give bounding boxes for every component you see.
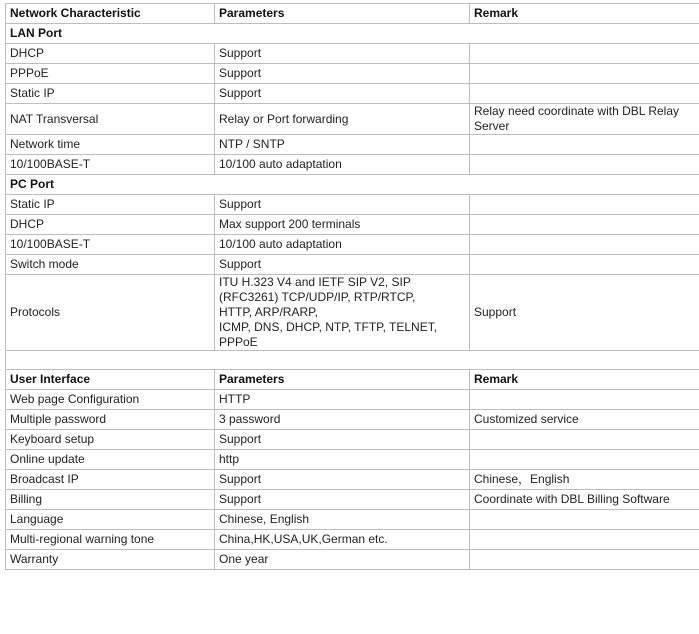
cell-remark <box>470 215 699 235</box>
section-title: PC Port <box>6 175 699 195</box>
table-row <box>6 490 699 510</box>
network-header-row <box>6 4 699 24</box>
header-cell: Remark <box>470 4 699 24</box>
table-row <box>6 430 699 450</box>
cell-param: Support <box>215 490 470 510</box>
cell-param: Support <box>215 44 470 64</box>
cell-remark <box>470 430 699 450</box>
table-row <box>6 450 699 470</box>
cell-param: Support <box>215 195 470 215</box>
header-cell: Parameters <box>215 4 470 24</box>
cell-name: Warranty <box>6 550 215 570</box>
section-title: LAN Port <box>6 24 699 44</box>
table-row <box>6 44 699 64</box>
remark-line: Relay need coordinate with DBL Relay <box>474 104 680 118</box>
header-cell: Remark <box>470 370 699 390</box>
table-row <box>6 64 699 84</box>
cell-name: NAT Transversal <box>6 104 215 135</box>
cell-name: 10/100BASE-T <box>6 235 215 255</box>
cell-remark <box>470 235 699 255</box>
cell-param: One year <box>215 550 470 570</box>
cell-name: DHCP <box>6 215 215 235</box>
protocol-line: (RFC3261) TCP/UDP/IP, RTP/RTCP, <box>219 290 416 304</box>
cell-param: HTTP <box>215 390 470 410</box>
protocol-line: ITU H.323 V4 and IETF SIP V2, SIP <box>219 275 411 289</box>
cell-name: Switch mode <box>6 255 215 275</box>
cell-remark <box>470 64 699 84</box>
cell-param: Max support 200 terminals <box>215 215 470 235</box>
protocol-line: ICMP, DNS, DHCP, NTP, TFTP, TELNET, <box>219 320 438 334</box>
cell-name: Static IP <box>6 84 215 104</box>
cell-name: Online update <box>6 450 215 470</box>
cell-remark <box>470 550 699 570</box>
cell-remark <box>470 390 699 410</box>
cell-param: Support <box>215 470 470 490</box>
cell-name: Keyboard setup <box>6 430 215 450</box>
table-row <box>6 255 699 275</box>
cell-param: Support <box>215 255 470 275</box>
table-row <box>6 470 699 490</box>
protocols-row <box>6 275 699 351</box>
table-row <box>6 530 699 550</box>
cell-param <box>215 275 470 351</box>
spacer-cell <box>6 351 699 370</box>
header-cell: Parameters <box>215 370 470 390</box>
table-row <box>6 410 699 430</box>
cell-remark <box>470 84 699 104</box>
cell-remark <box>470 195 699 215</box>
remark-line: Server <box>474 119 510 133</box>
cell-param: Chinese, English <box>215 510 470 530</box>
cell-remark: Customized service <box>470 410 699 430</box>
cell-remark: Support <box>470 275 699 351</box>
table-row <box>6 135 699 155</box>
cell-param: 10/100 auto adaptation <box>215 155 470 175</box>
specification-table <box>5 3 699 570</box>
cell-name: Billing <box>6 490 215 510</box>
cell-remark <box>470 450 699 470</box>
cell-param: http <box>215 450 470 470</box>
cell-remark: Chinese，English <box>470 470 699 490</box>
cell-param: NTP / SNTP <box>215 135 470 155</box>
header-cell: User Interface <box>6 370 215 390</box>
cell-name: Multiple password <box>6 410 215 430</box>
table-row <box>6 155 699 175</box>
cell-param: Support <box>215 84 470 104</box>
cell-name: 10/100BASE-T <box>6 155 215 175</box>
table-row <box>6 84 699 104</box>
table-row <box>6 215 699 235</box>
table-row <box>6 104 699 135</box>
cell-name: Web page Configuration <box>6 390 215 410</box>
cell-remark <box>470 104 699 135</box>
cell-name: PPPoE <box>6 64 215 84</box>
cell-remark <box>470 155 699 175</box>
header-cell: Network Characteristic <box>6 4 215 24</box>
cell-param: 10/100 auto adaptation <box>215 235 470 255</box>
cell-param: 3 password <box>215 410 470 430</box>
ui-header-row <box>6 370 699 390</box>
cell-name: Network time <box>6 135 215 155</box>
table-row <box>6 550 699 570</box>
cell-name: DHCP <box>6 44 215 64</box>
cell-remark <box>470 530 699 550</box>
cell-remark <box>470 135 699 155</box>
pc-port-section-row <box>6 175 699 195</box>
cell-name: Language <box>6 510 215 530</box>
cell-param: Support <box>215 64 470 84</box>
cell-remark <box>470 255 699 275</box>
cell-param: Support <box>215 430 470 450</box>
table-row <box>6 195 699 215</box>
protocol-line: HTTP, ARP/RARP, <box>219 305 318 319</box>
cell-param: Relay or Port forwarding <box>215 104 470 135</box>
spacer-row <box>6 351 699 370</box>
protocol-line: PPPoE <box>219 335 258 349</box>
cell-name: Broadcast IP <box>6 470 215 490</box>
table-row <box>6 510 699 530</box>
cell-name: Static IP <box>6 195 215 215</box>
lan-port-section-row <box>6 24 699 44</box>
cell-remark: Coordinate with DBL Billing Software <box>470 490 699 510</box>
cell-name: Multi-regional warning tone <box>6 530 215 550</box>
cell-name: Protocols <box>6 275 215 351</box>
table-row <box>6 390 699 410</box>
table-row <box>6 235 699 255</box>
cell-param: China,HK,USA,UK,German etc. <box>215 530 470 550</box>
cell-remark <box>470 510 699 530</box>
cell-remark <box>470 44 699 64</box>
